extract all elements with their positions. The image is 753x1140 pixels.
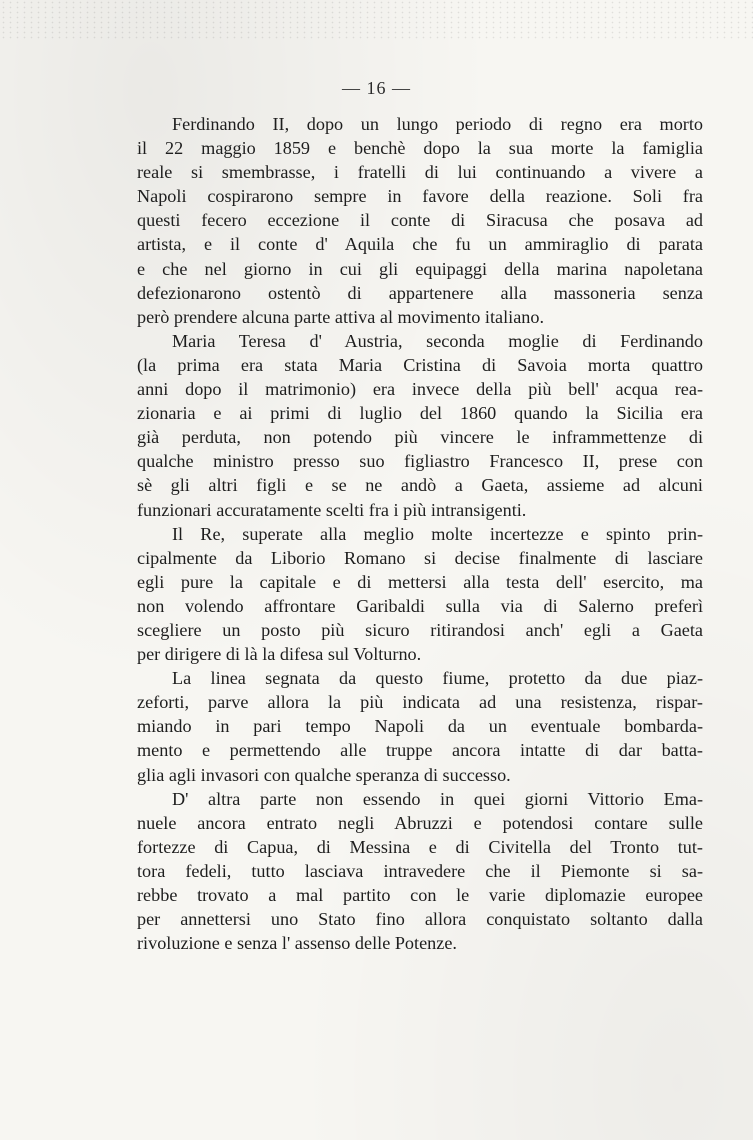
text-line: questi fecero eccezione il conte di Siracusa che posava ad bbox=[137, 210, 703, 231]
text-line: funzionari accuratamente scelti fra i più intransigenti. bbox=[137, 499, 527, 520]
text-line: il 22 maggio 1859 e benchè dopo la sua morte la famiglia bbox=[137, 138, 703, 159]
paragraph bbox=[137, 666, 703, 786]
text-line: artista, e il conte d' Aquila che fu un ammiraglio di parata bbox=[137, 234, 703, 255]
paragraph bbox=[137, 112, 703, 329]
text-line: cipalmente da Liborio Romano si decise finalmente di lasciare bbox=[137, 547, 703, 568]
text-line: D' altra parte non essendo in quei giorni Vittorio Ema- bbox=[172, 788, 703, 809]
text-line: anni dopo il matrimonio) era invece della più bell' acqua rea- bbox=[137, 379, 703, 400]
paragraph bbox=[137, 329, 703, 522]
text-line: mento e permettendo alle truppe ancora intatte di dar batta- bbox=[137, 740, 703, 761]
text-line: rivoluzione e senza l' assenso delle Potenze. bbox=[137, 933, 457, 954]
text-line: Ferdinando II, dopo un lungo periodo di regno era morto bbox=[172, 114, 703, 134]
text-line: (la prima era stata Maria Cristina di Savoia morta quattro bbox=[137, 354, 703, 375]
body-text bbox=[137, 112, 703, 955]
text-line: reale si smembrasse, i fratelli di lui continuando a vivere a bbox=[137, 162, 703, 183]
text-line: nuele ancora entrato negli Abruzzi e potendosi contare sulle bbox=[137, 812, 703, 833]
text-line: Maria Teresa d' Austria, seconda moglie di Ferdinando bbox=[172, 330, 703, 351]
text-line: miando in pari tempo Napoli da un eventuale bombarda- bbox=[137, 716, 703, 737]
text-line: però prendere alcuna parte attiva al movimento italiano. bbox=[137, 306, 545, 327]
scan-noise bbox=[0, 0, 753, 40]
page-number: — 16 — bbox=[342, 78, 411, 98]
text-line: per dirigere di là la difesa sul Volturno. bbox=[137, 644, 422, 665]
text-line: non volendo affrontare Garibaldi sulla via di Salerno preferì bbox=[137, 595, 703, 616]
text-line: glia agli invasori con qualche speranza di successo. bbox=[137, 764, 511, 785]
text-line: fortezze di Capua, di Messina e di Civitella del Tronto tut- bbox=[137, 836, 703, 857]
text-line: qualche ministro presso suo figliastro Francesco II, prese con bbox=[137, 451, 703, 472]
text-line: per annettersi uno Stato fino allora conquistato soltanto dalla bbox=[137, 909, 703, 930]
text-line: La linea segnata da questo fiume, protetto da due piaz- bbox=[172, 668, 703, 689]
text-line: tora fedeli, tutto lasciava intravedere che il Piemonte si sa- bbox=[137, 860, 703, 881]
text-line: Napoli cospirarono sempre in favore della reazione. Soli fra bbox=[137, 186, 703, 207]
text-line: rebbe trovato a mal partito con le varie diplomazie europee bbox=[137, 885, 703, 905]
text-line: zionaria e ai primi di luglio del 1860 quando la Sicilia era bbox=[137, 403, 703, 424]
text-line: zeforti, parve allora la più indicata ad una resistenza, rispar- bbox=[137, 692, 703, 713]
text-line: già perduta, non potendo più vincere le inframmettenze di bbox=[137, 427, 703, 448]
text-line: e che nel giorno in cui gli equipaggi della marina napoletana bbox=[137, 258, 703, 279]
text-line: defezionarono ostentò di appartenere alla massoneria senza bbox=[137, 282, 703, 303]
paragraph bbox=[137, 787, 703, 956]
text-line: sè gli altri figli e se ne andò a Gaeta, assieme ad alcuni bbox=[137, 475, 703, 496]
text-line: Il Re, superate alla meglio molte incertezze e spinto prin- bbox=[172, 523, 703, 544]
paragraph bbox=[137, 522, 703, 667]
text-line: scegliere un posto più sicuro ritirandosi anch' egli a Gaeta bbox=[137, 619, 703, 640]
text-line: egli pure la capitale e di mettersi alla testa dell' esercito, ma bbox=[137, 571, 703, 592]
